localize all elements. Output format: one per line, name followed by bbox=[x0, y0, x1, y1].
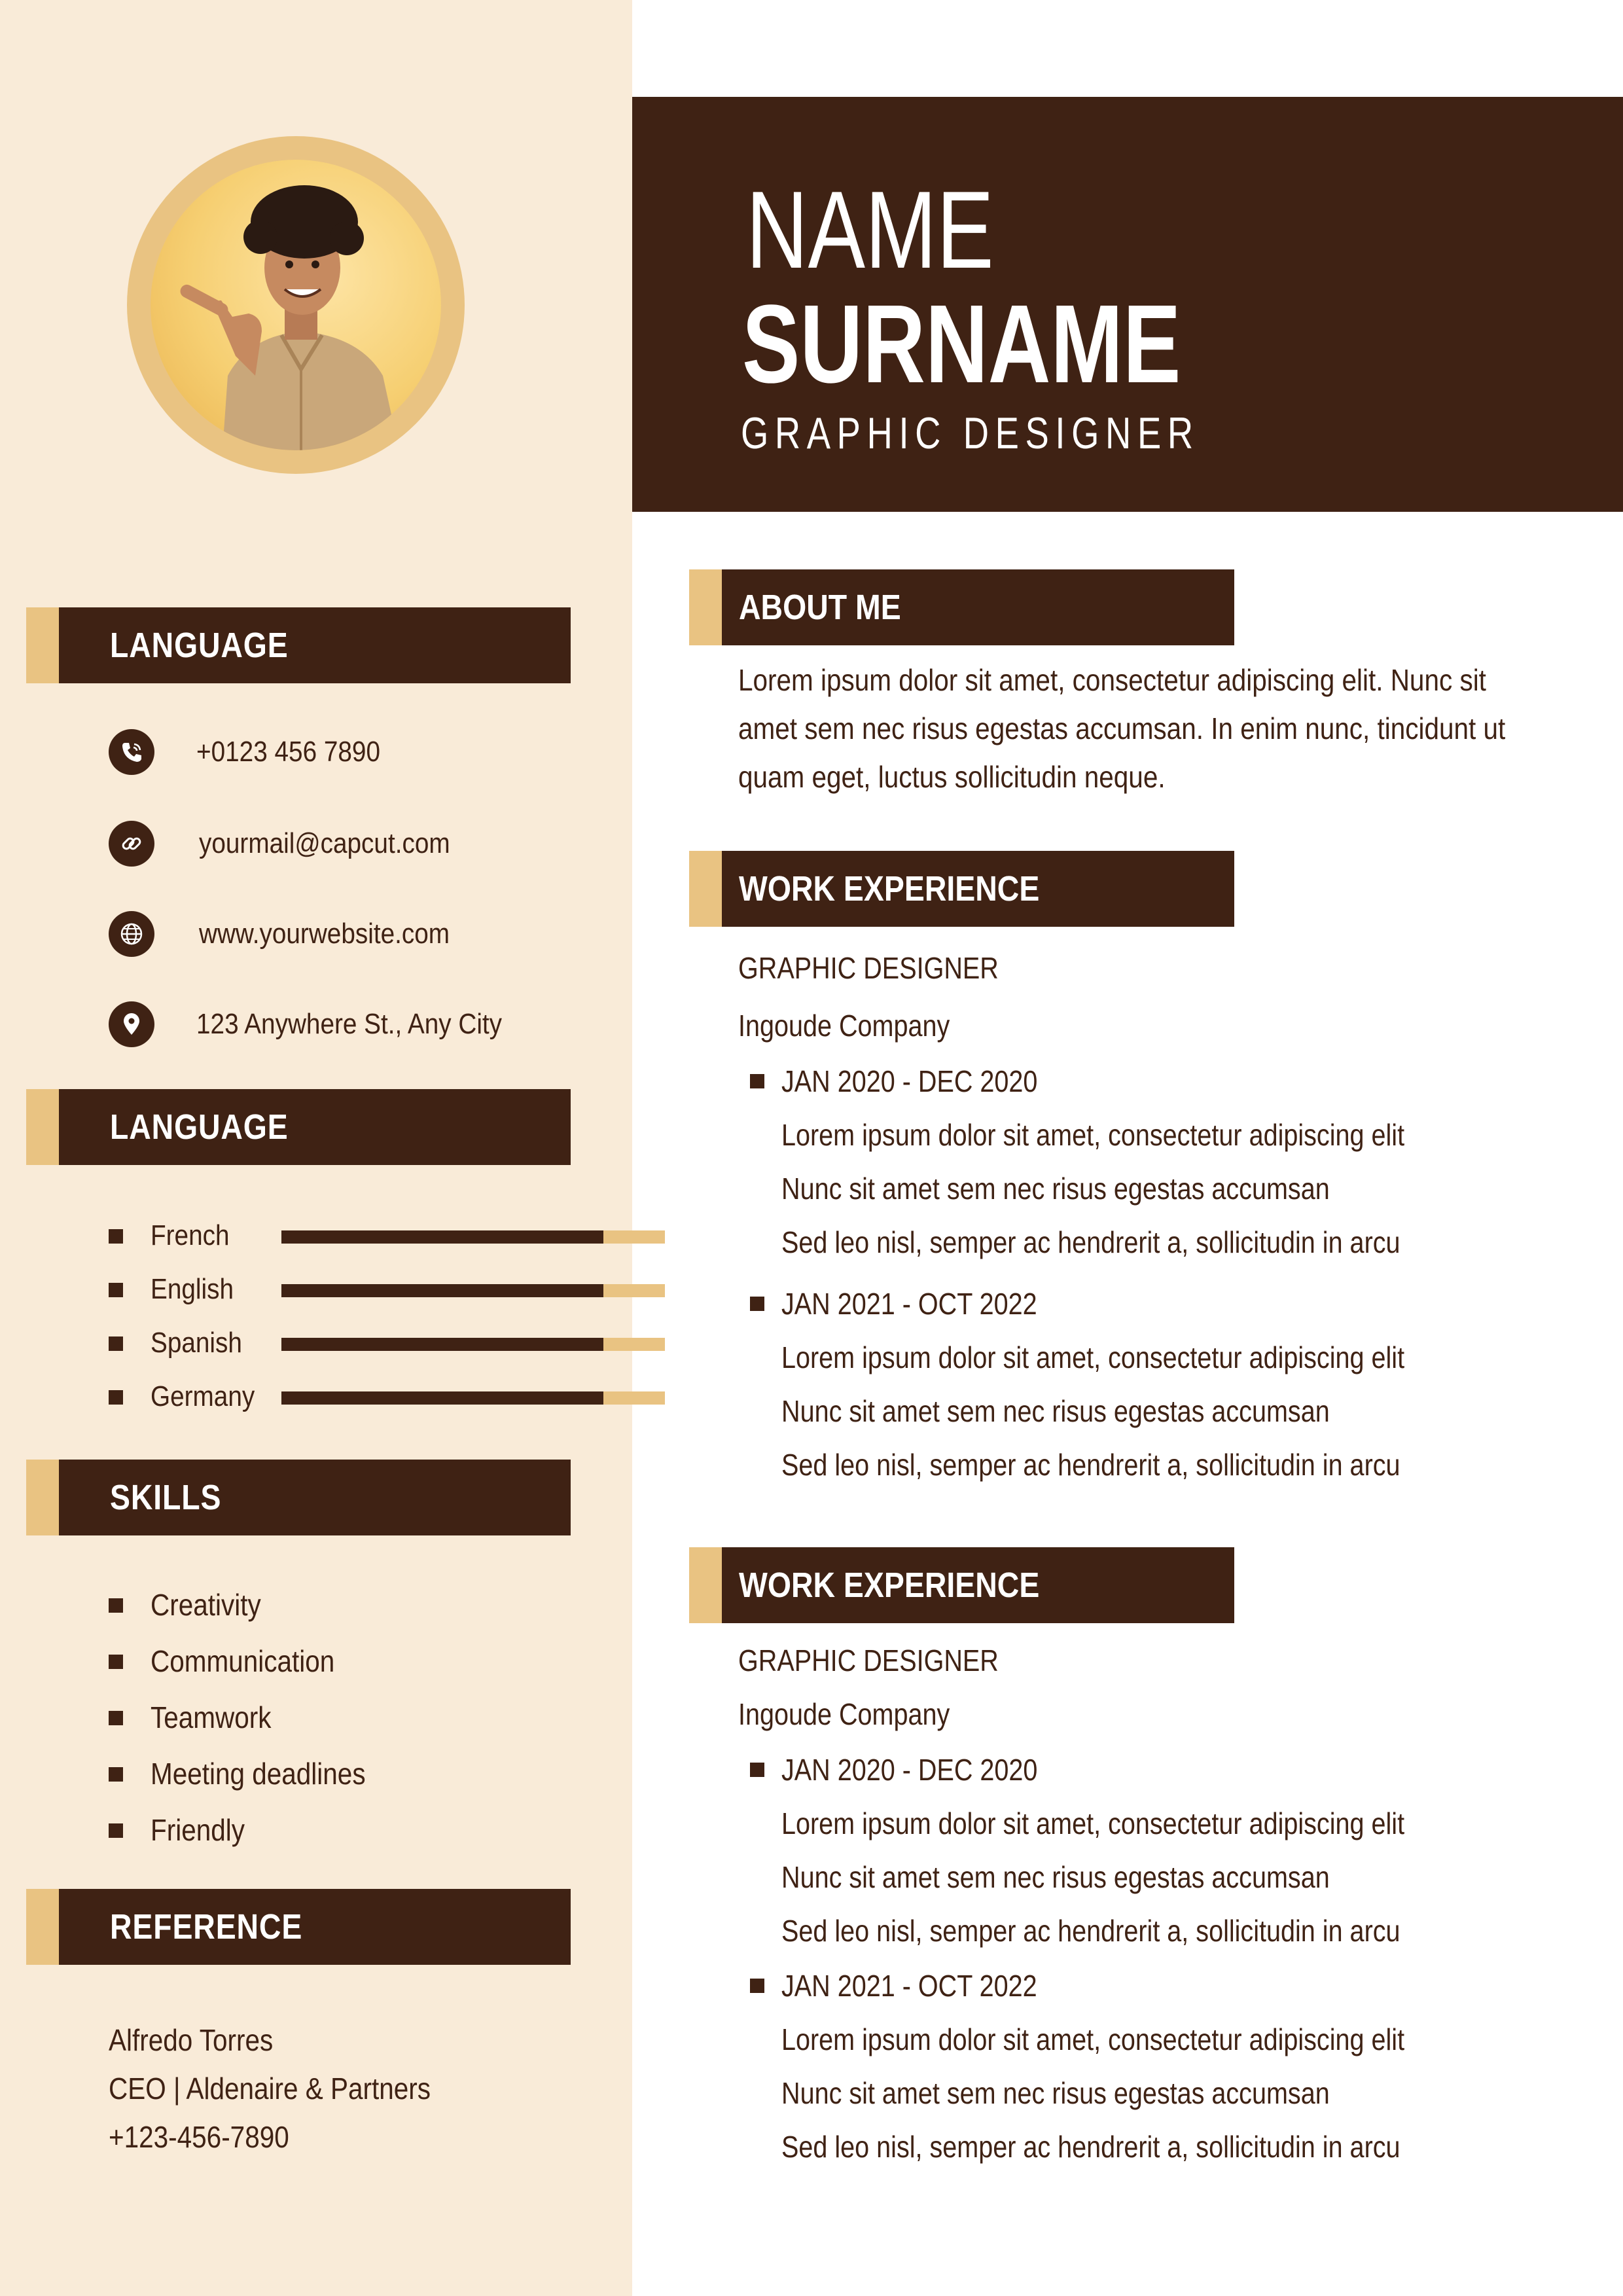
person-illustration bbox=[151, 160, 441, 450]
work-description-line: Sed leo nisl, semper ac hendrerit a, sollicitudin in arcu bbox=[781, 1448, 1400, 1482]
first-name: NAME bbox=[746, 168, 994, 291]
skill-name: Meeting deadlines bbox=[151, 1757, 366, 1791]
language-level-fill bbox=[281, 1391, 603, 1405]
square-bullet-icon bbox=[109, 1767, 123, 1782]
square-bullet-icon bbox=[750, 1297, 764, 1311]
work-description-line: Lorem ipsum dolor sit amet, consectetur adipiscing elit bbox=[781, 1118, 1405, 1152]
skill-name: Friendly bbox=[151, 1813, 245, 1847]
square-bullet-icon bbox=[109, 1711, 123, 1725]
work-description-line: Nunc sit amet sem nec risus egestas accumsan bbox=[781, 1172, 1330, 1206]
heading-accent bbox=[26, 1460, 59, 1535]
heading-accent bbox=[689, 1547, 722, 1623]
about-line: amet sem nec risus egestas accumsan. In enim nunc, tincidunt ut bbox=[738, 711, 1506, 745]
about-heading bbox=[689, 569, 1234, 645]
contact-heading bbox=[26, 607, 571, 683]
globe-icon bbox=[109, 911, 154, 957]
skill-name: Creativity bbox=[151, 1588, 261, 1622]
heading-accent bbox=[26, 607, 59, 683]
language-level-bar bbox=[281, 1338, 665, 1351]
language-level-bar bbox=[281, 1391, 665, 1405]
link-icon bbox=[109, 821, 154, 867]
skill-name: Communication bbox=[151, 1644, 335, 1678]
language-heading-label: LANGUAGE bbox=[110, 1107, 289, 1147]
heading-accent bbox=[689, 569, 722, 645]
work-job-title: GRAPHIC DESIGNER bbox=[738, 1643, 999, 1677]
square-bullet-icon bbox=[109, 1283, 123, 1297]
square-bullet-icon bbox=[109, 1390, 123, 1405]
work-description-line: Sed leo nisl, semper ac hendrerit a, sollicitudin in arcu bbox=[781, 1225, 1400, 1259]
work-description-line: Nunc sit amet sem nec risus egestas accumsan bbox=[781, 1860, 1330, 1894]
contact-website-text[interactable]: www.yourwebsite.com bbox=[199, 918, 450, 950]
language-level-fill bbox=[281, 1230, 603, 1244]
language-item bbox=[109, 1377, 593, 1416]
work-description-line: Nunc sit amet sem nec risus egestas accumsan bbox=[781, 2076, 1330, 2110]
language-item bbox=[109, 1216, 593, 1255]
contact-email-text[interactable]: yourmail@capcut.com bbox=[199, 827, 450, 859]
skill-name: Teamwork bbox=[151, 1700, 272, 1734]
job-title: GRAPHIC DESIGNER bbox=[741, 408, 1200, 458]
contact-address-text: 123 Anywhere St., Any City bbox=[196, 1008, 503, 1040]
work-description-line: Nunc sit amet sem nec risus egestas accumsan bbox=[781, 1394, 1330, 1428]
reference-heading-label: REFERENCE bbox=[110, 1907, 303, 1946]
square-bullet-icon bbox=[750, 1979, 764, 1993]
work-description-line: Lorem ipsum dolor sit amet, consectetur adipiscing elit bbox=[781, 2022, 1405, 2056]
square-bullet-icon bbox=[109, 1336, 123, 1351]
work-description-line: Sed leo nisl, semper ac hendrerit a, sollicitudin in arcu bbox=[781, 2130, 1400, 2164]
about-line: Lorem ipsum dolor sit amet, consectetur adipiscing elit. Nunc sit bbox=[738, 663, 1486, 697]
work-description-line: Sed leo nisl, semper ac hendrerit a, sollicitudin in arcu bbox=[781, 1914, 1400, 1948]
square-bullet-icon bbox=[109, 1823, 123, 1838]
profile-photo-frame bbox=[127, 136, 465, 474]
language-level-bar bbox=[281, 1230, 665, 1244]
contact-phone-text: +0123 456 7890 bbox=[196, 736, 381, 768]
square-bullet-icon bbox=[109, 1229, 123, 1244]
language-name: French bbox=[151, 1219, 230, 1251]
work-period-dates: JAN 2020 - DEC 2020 bbox=[781, 1064, 1038, 1098]
language-item bbox=[109, 1270, 593, 1309]
work-experience-heading-label: WORK EXPERIENCE bbox=[739, 1566, 1040, 1605]
square-bullet-icon bbox=[750, 1074, 764, 1088]
language-level-bar bbox=[281, 1284, 665, 1297]
phone-icon bbox=[109, 729, 154, 775]
reference-heading bbox=[26, 1889, 571, 1965]
square-bullet-icon bbox=[109, 1598, 123, 1613]
skills-heading-label: SKILLS bbox=[110, 1478, 222, 1517]
work-period-dates: JAN 2021 - OCT 2022 bbox=[781, 1287, 1037, 1321]
work-description-line: Lorem ipsum dolor sit amet, consectetur adipiscing elit bbox=[781, 1806, 1405, 1840]
language-name: Germany bbox=[151, 1380, 255, 1412]
sidebar bbox=[0, 0, 632, 2296]
work-company: Ingoude Company bbox=[738, 1009, 950, 1043]
work-experience-heading bbox=[689, 1547, 1234, 1623]
name-banner bbox=[632, 97, 1623, 512]
work-job-title: GRAPHIC DESIGNER bbox=[738, 951, 999, 985]
reference-name: Alfredo Torres bbox=[109, 2023, 274, 2057]
language-name: Spanish bbox=[151, 1327, 242, 1359]
contact-heading-label: LANGUAGE bbox=[110, 626, 289, 665]
about-line: quam eget, luctus sollicitudin neque. bbox=[738, 760, 1166, 794]
reference-phone: +123-456-7890 bbox=[109, 2120, 289, 2154]
language-item bbox=[109, 1323, 593, 1363]
skills-heading bbox=[26, 1460, 571, 1535]
about-heading-label: ABOUT ME bbox=[739, 588, 901, 627]
language-heading bbox=[26, 1089, 571, 1165]
language-level-fill bbox=[281, 1284, 603, 1297]
location-pin-icon bbox=[109, 1001, 154, 1047]
about-text bbox=[738, 656, 1504, 801]
square-bullet-icon bbox=[109, 1655, 123, 1669]
work-period-dates: JAN 2020 - DEC 2020 bbox=[781, 1753, 1038, 1787]
heading-accent bbox=[26, 1889, 59, 1965]
surname: SURNAME bbox=[742, 282, 1181, 406]
work-company: Ingoude Company bbox=[738, 1697, 950, 1731]
work-experience-heading bbox=[689, 851, 1234, 927]
square-bullet-icon bbox=[750, 1763, 764, 1777]
language-level-fill bbox=[281, 1338, 603, 1351]
profile-photo bbox=[151, 160, 441, 450]
work-description-line: Lorem ipsum dolor sit amet, consectetur adipiscing elit bbox=[781, 1340, 1405, 1374]
language-name: English bbox=[151, 1273, 234, 1305]
work-period-dates: JAN 2021 - OCT 2022 bbox=[781, 1969, 1037, 2003]
work-experience-heading-label: WORK EXPERIENCE bbox=[739, 869, 1040, 908]
heading-accent bbox=[26, 1089, 59, 1165]
heading-accent bbox=[689, 851, 722, 927]
reference-role: CEO | Aldenaire & Partners bbox=[109, 2072, 431, 2106]
